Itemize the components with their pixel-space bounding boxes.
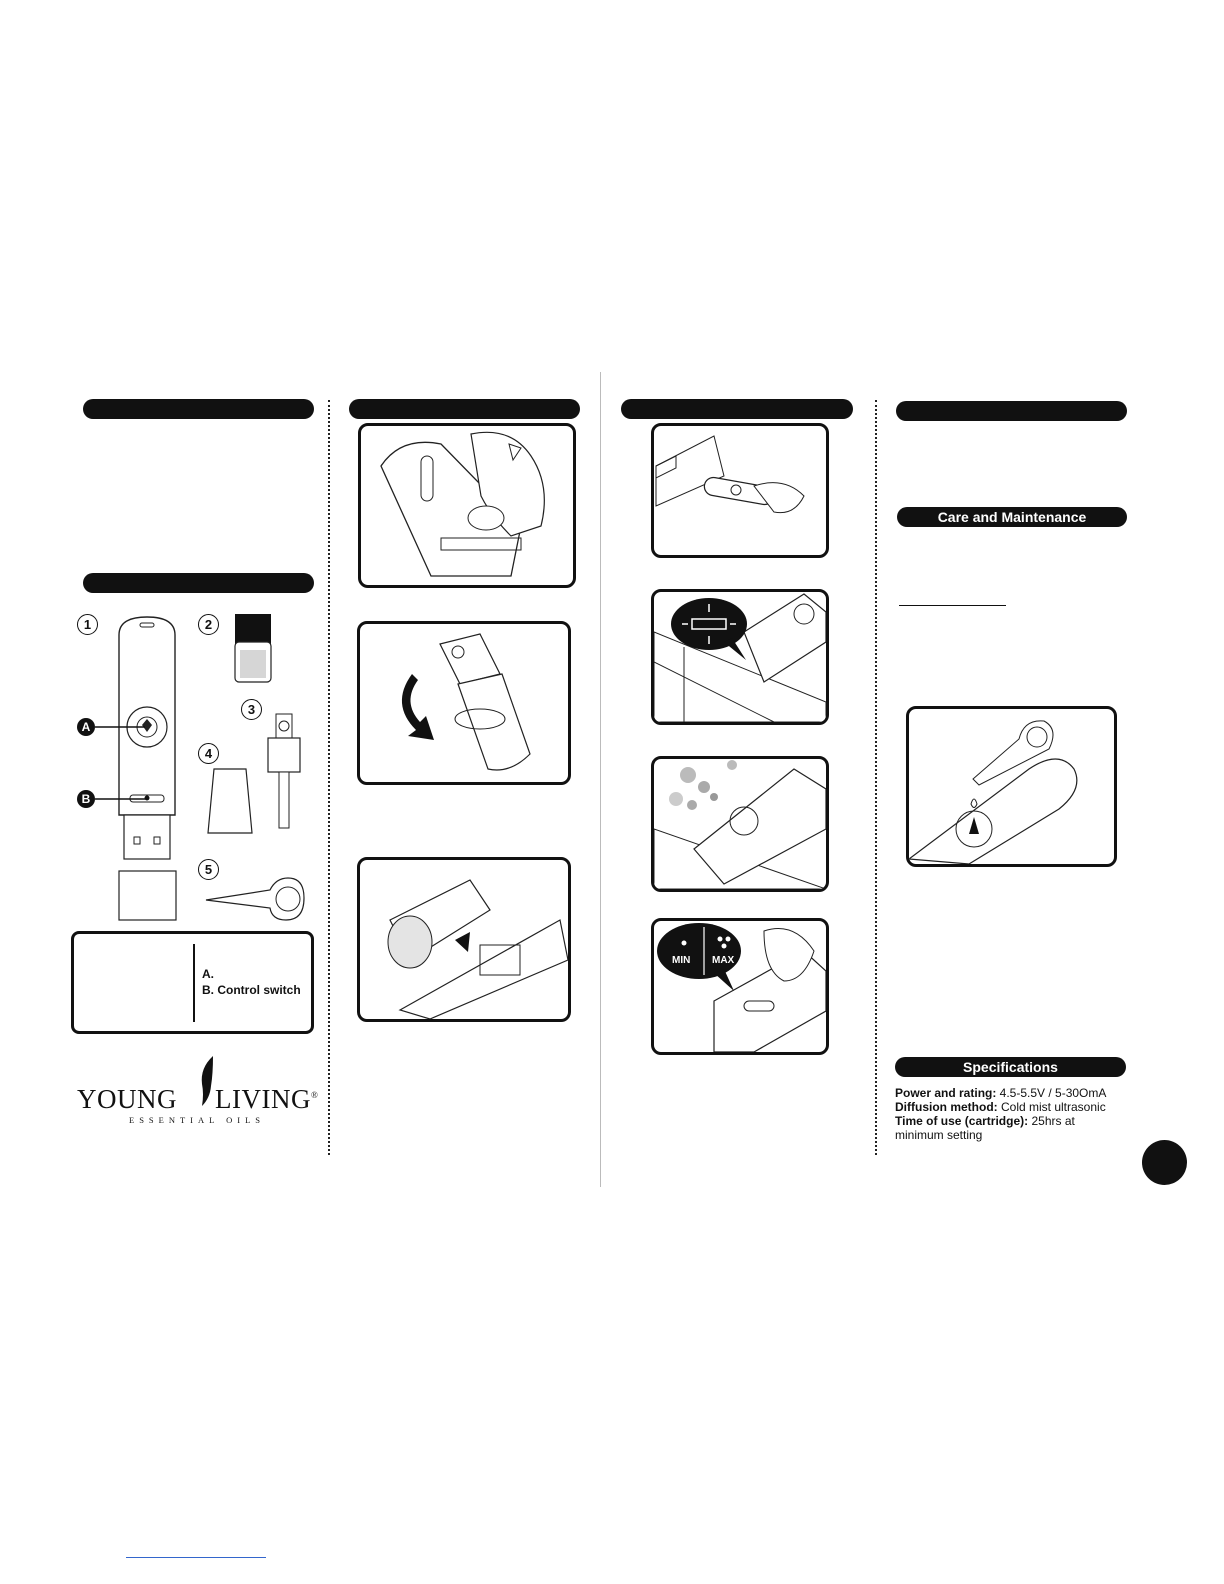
light-on-illustration [654, 592, 826, 722]
spec-diffusion-value: Cold mist ultrasonic [997, 1100, 1106, 1114]
legend-item-b: B. Control switch [202, 983, 301, 997]
step-panel-mode-select [651, 918, 829, 1055]
spec-diffusion [895, 1100, 1123, 1114]
part-number-1: 1 [77, 614, 98, 635]
section-header-bar-5 [896, 401, 1127, 421]
specifications-list [895, 1086, 1123, 1142]
part-number-3: 3 [241, 699, 262, 720]
spec-time-of-use [895, 1114, 1123, 1142]
specifications-header: Specifications [895, 1057, 1126, 1077]
step-panel-cleaning [906, 706, 1117, 867]
part-number-4: 4 [198, 743, 219, 764]
plug-usb-illustration [654, 426, 826, 555]
callout-badge-b: B [77, 790, 95, 808]
section-header-bar-1 [83, 399, 314, 419]
cover-cap-illustration [206, 767, 254, 835]
step-panel-mist [651, 756, 829, 892]
legend-divider [193, 944, 195, 1022]
mode-select-illustration [654, 921, 826, 1052]
brand-logo [75, 1052, 319, 1127]
underline-rule [899, 605, 1006, 606]
logo-word-living: LIVING [215, 1084, 311, 1114]
column-divider-3 [875, 400, 877, 1155]
spec-time-label: Time of use (cartridge): [895, 1114, 1029, 1128]
callout-line-a [95, 724, 147, 730]
part-number-5: 5 [198, 859, 219, 880]
column-divider-1 [328, 400, 330, 1155]
page-marker-circle [1142, 1140, 1187, 1185]
mode-label-min: MIN [672, 955, 691, 966]
logo-word-young: YOUNG [77, 1084, 177, 1114]
spec-diffusion-label: Diffusion method: [895, 1100, 998, 1114]
mist-illustration [654, 759, 826, 889]
step-panel-light-on [651, 589, 829, 725]
logo-registered-mark: ® [310, 1090, 319, 1100]
step-panel-open-device [358, 423, 576, 588]
section-header-bar-4 [621, 399, 853, 419]
spec-time-value: 25hrs at minimum setting [895, 1114, 1075, 1142]
cleaning-illustration [909, 709, 1114, 864]
step-panel-twist-cartridge [357, 621, 571, 785]
oil-cartridge-illustration [232, 612, 274, 684]
care-maintenance-header: Care and Maintenance [897, 507, 1127, 527]
protective-cap-illustration [118, 870, 178, 922]
part-number-2: 2 [198, 614, 219, 635]
diffuser-device-illustration [112, 615, 182, 865]
nozzle-illustration [264, 712, 304, 830]
logo-tagline: ESSENTIAL OILS [129, 1115, 266, 1125]
callout-line-b [95, 796, 147, 802]
spec-power-value: 4.5-5.5V / 5-30OmA [996, 1086, 1107, 1100]
footer-rule [126, 1557, 266, 1558]
center-fold-line [600, 372, 601, 1187]
step-panel-plug-usb [651, 423, 829, 558]
section-header-bar-3 [349, 399, 580, 419]
spec-power-label: Power and rating: [895, 1086, 997, 1100]
legend-item-a: A. [202, 967, 214, 981]
section-header-bar-2 [83, 573, 314, 593]
open-device-illustration [361, 426, 573, 585]
mode-label-max: MAX [712, 955, 735, 966]
spec-power [895, 1086, 1123, 1100]
insert-cartridge-illustration [360, 860, 568, 1019]
step-panel-insert-cartridge [357, 857, 571, 1022]
cleaning-tool-illustration [204, 876, 306, 922]
callout-badge-a: A [77, 718, 95, 736]
parts-legend-box [71, 931, 314, 1034]
twist-cartridge-illustration [360, 624, 568, 782]
